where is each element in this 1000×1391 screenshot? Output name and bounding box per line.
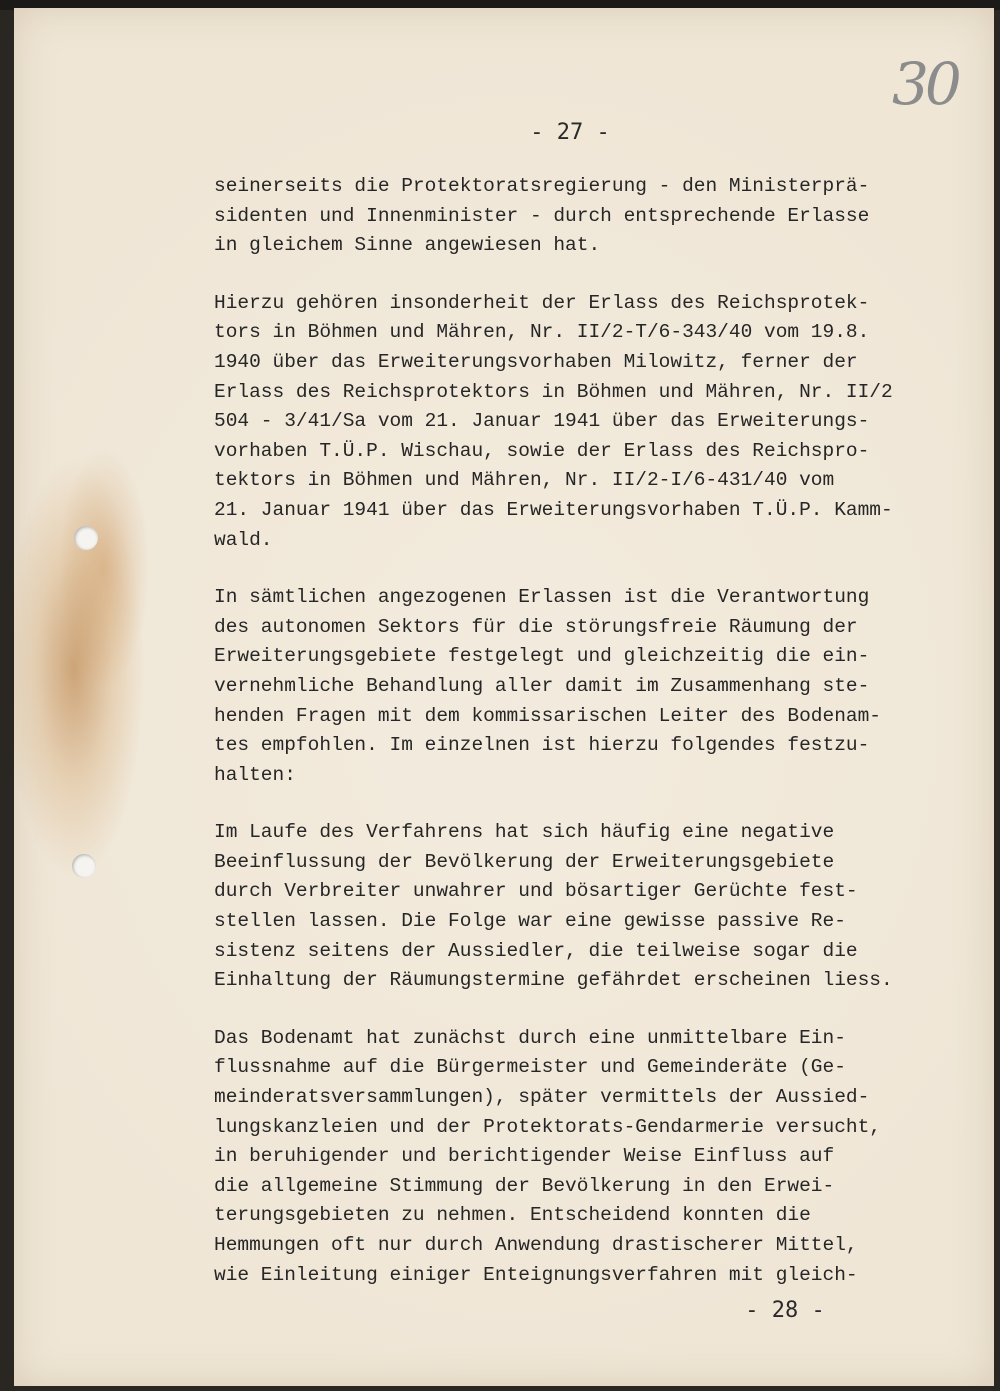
text-line: wald. <box>214 528 273 551</box>
paragraph <box>214 1024 944 1290</box>
text-line: sidenten und Innenminister - durch entsprechende Erlasse <box>214 204 870 227</box>
text-line: vorhaben T.Ü.P. Wischau, sowie der Erlass des Reichspro- <box>214 439 870 462</box>
text-line: halten: <box>214 763 296 786</box>
text-line: in beruhigender und berichtigender Weise Einfluss auf <box>214 1145 835 1168</box>
page-number-top: - 27 - <box>530 120 610 145</box>
text-line: seinerseits die Protektoratsregierung - den Ministerprä- <box>214 175 870 197</box>
paragraph <box>214 583 944 790</box>
text-line: stellen lassen. Die Folge war eine gewisse passive Re- <box>214 910 846 933</box>
text-line: Erweiterungsgebiete festgelegt und gleichzeitig die ein- <box>214 645 870 668</box>
text-line: 504 - 3/41/Sa vom 21. Januar 1941 über das Erweiterungs- <box>214 410 870 433</box>
text-line: sistenz seitens der Aussiedler, die teilweise sogar die <box>214 939 858 962</box>
text-line: durch Verbreiter unwahrer und bösartiger Gerüchte fest- <box>214 880 858 903</box>
text-line: Hemmungen oft nur durch Anwendung drastischerer Mittel, <box>214 1234 858 1256</box>
text-line: tes empfohlen. Im einzelnen ist hierzu folgendes festzu- <box>214 734 870 757</box>
text-line: tektors in Böhmen und Mähren, Nr. II/2-I/6-431/40 vom <box>214 469 835 492</box>
body-text <box>214 172 944 1318</box>
text-line: in gleichem Sinne angewiesen hat. <box>214 234 601 257</box>
punch-hole <box>72 854 96 878</box>
text-line: Erlass des Reichsprotektors in Böhmen und Mähren, Nr. II/2 <box>214 380 893 403</box>
text-line: Das Bodenamt hat zunächst durch eine unmittelbare Ein- <box>214 1026 846 1049</box>
text-line: des autonomen Sektors für die störungsfreie Räumung der <box>214 615 858 638</box>
text-line: die allgemeine Stimmung der Bevölkerung in den Erwei- <box>214 1174 835 1197</box>
handwritten-page-number: 30 <box>892 50 958 118</box>
paragraph <box>214 172 944 261</box>
text-line: henden Fragen mit dem kommissarischen Leiter des Bodenam- <box>214 704 882 727</box>
text-line: 1940 über das Erweiterungsvorhaben Milowitz, ferner der <box>214 350 858 373</box>
text-line: meinderatsversammlungen), später vermittels der Aussied- <box>214 1086 870 1109</box>
text-line: wie Einleitung einiger Enteignungsverfahren mit gleich- <box>214 1263 858 1286</box>
paragraph <box>214 818 944 996</box>
text-line: Im Laufe des Verfahrens hat sich häufig eine negative <box>214 821 835 844</box>
text-line: In sämtlichen angezogenen Erlassen ist die Verantwortung <box>214 586 870 609</box>
text-line: Einhaltung der Räumungstermine gefährdet erscheinen liess. <box>214 969 893 992</box>
punch-hole <box>74 526 98 550</box>
text-line: 21. Januar 1941 über das Erweiterungsvorhaben T.Ü.P. Kamm- <box>214 498 893 521</box>
text-line: terungsgebieten zu nehmen. Entscheidend konnten die <box>214 1204 811 1227</box>
text-line: flussnahme auf die Bürgermeister und Gemeinderäte (Ge- <box>214 1056 846 1079</box>
text-line: vernehmliche Behandlung aller damit im Zusammenhang ste- <box>214 674 870 697</box>
text-line: lungskanzleien und der Protektorats-Gendarmerie versucht, <box>214 1115 882 1138</box>
paragraph <box>214 289 944 555</box>
text-line: tors in Böhmen und Mähren, Nr. II/2-T/6-343/40 vom 19.8. <box>214 321 870 344</box>
page-number-bottom: - 28 - <box>745 1298 825 1323</box>
text-line: Hierzu gehören insonderheit der Erlass des Reichsprotek- <box>214 291 870 314</box>
text-line: Beeinflussung der Bevölkerung der Erweiterungsgebiete <box>214 850 835 873</box>
